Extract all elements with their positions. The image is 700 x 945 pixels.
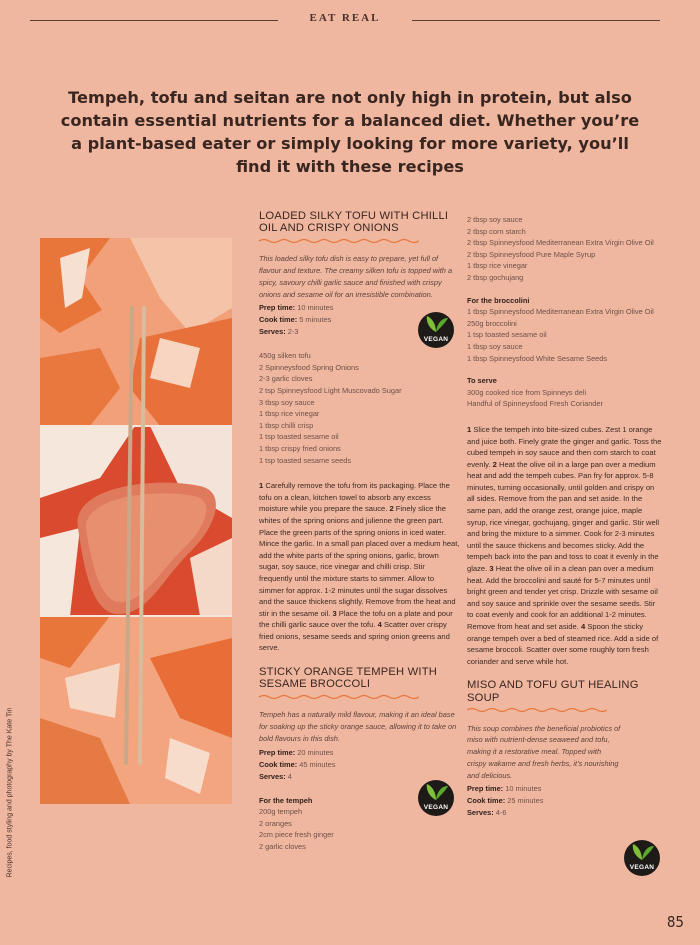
tempeh-cook-time: Cook time: 45 minutes — [259, 759, 336, 769]
ingredient: 1 tsp toasted sesame oil — [467, 330, 547, 340]
vegan-badge — [418, 312, 454, 348]
photo-credit — [4, 580, 16, 880]
ingredient: 1 tbsp soy sauce — [467, 341, 523, 351]
ingredient: 2 tsp Spinneysfood Light Muscovado Sugar — [259, 386, 402, 395]
leaf-icon — [624, 842, 660, 862]
wavy-divider — [259, 238, 419, 244]
ingredient: 2 Spinneysfood Spring Onions — [259, 362, 359, 372]
ingredient: 1 tbsp crispy fried onions — [259, 443, 341, 453]
tempeh-prep-time: Prep time: 20 minutes — [259, 747, 334, 757]
miso-description: This soup combines the beneficial probiotics of miso with nutrient-dense seaweed and tofu, making it a restorative meal. Topped with crispy wakame and fresh herbs, it’s nourishing and delicious. — [467, 723, 621, 780]
section-header — [30, 12, 660, 30]
tempeh-recipe-title: STICKY ORANGE TEMPEH WITH SESAME BROCCOLI — [259, 666, 438, 691]
ingredient: 1 tbsp rice vinegar — [259, 409, 320, 419]
miso-recipe-title: MISO AND TOFU GUT HEALING SOUP — [467, 679, 639, 704]
ingredient: 2cm piece fresh ginger — [259, 830, 334, 840]
ingredient: 1 tbsp rice vinegar — [467, 261, 528, 271]
leaf-icon — [418, 782, 454, 802]
ingredient: 1 tsp toasted sesame oil — [259, 432, 339, 442]
ingredient: 1 tsp toasted sesame seeds — [259, 455, 352, 465]
ingredient: 1 tbsp Spinneysfood Mediterranean Extra Virgin Olive Oil — [467, 307, 654, 317]
tofu-description: This loaded silky tofu dish is easy to prepare, yet full of flavour and texture. The creamy silken tofu is topped with a spicy, savoury chilli garlic sauce and finished with crispy onions and sesame oil for an irresistible combination. — [259, 254, 453, 299]
tiles-illustration — [40, 238, 232, 804]
ingredient: 1 tbsp chilli crisp — [259, 420, 314, 430]
column-right — [467, 214, 662, 819]
leaf-icon — [418, 314, 454, 334]
ingredient: 2 tbsp gochujang — [467, 272, 524, 282]
ingredient: 450g silken tofu — [259, 351, 311, 361]
tofu-recipe-title: LOADED SILKY TOFU WITH CHILLI OIL AND CRISPY ONIONS — [259, 210, 449, 235]
miso-prep-time: Prep time: 10 minutes — [467, 784, 542, 794]
miso-cook-time: Cook time: 25 minutes — [467, 796, 544, 806]
ingredient: 200g tempeh — [259, 807, 303, 817]
ingredient: 300g cooked rice from Spinneys deli — [467, 387, 587, 397]
broccolini-subheading: For the broccolini — [467, 295, 530, 305]
tofu-cook-time: Cook time: 5 minutes — [259, 315, 332, 325]
ingredient: 250g broccolini — [467, 318, 517, 328]
header-rule-right — [412, 20, 660, 21]
ingredient: 2 oranges — [259, 818, 292, 828]
vegan-badge — [624, 840, 660, 876]
page-number: 85 — [666, 913, 684, 931]
ingredient: 2 tbsp Spinneysfood Mediterranean Extra Virgin Olive Oil — [467, 238, 654, 248]
section-label: EAT REAL — [309, 12, 381, 24]
intro-text: Tempeh, tofu and seitan are not only high in protein, but also contain essential nutrients for a balanced diet. Whether you’re a plant-based eater or simply looking for more variety, you’ll find it with these recipes — [60, 88, 640, 176]
tofu-prep-time: Prep time: 10 minutes — [259, 303, 334, 313]
ingredient: 2-3 garlic cloves — [259, 374, 313, 384]
column-left — [259, 210, 460, 853]
ingredient: 3 tbsp soy sauce — [259, 397, 315, 407]
ingredient: 2 tbsp soy sauce — [467, 215, 523, 224]
recipe-photo — [40, 238, 232, 804]
tofu-serves: Serves: 2-3 — [259, 327, 299, 337]
miso-serves: Serves: 4-6 — [467, 808, 507, 818]
ingredient: 2 tbsp corn starch — [467, 226, 526, 236]
tempeh-description: Tempeh has a naturally mild flavour, making it an ideal base for soaking up the sticky orange sauce, allowing it to take on bold flavours in this dish. — [259, 710, 457, 743]
vegan-badge — [418, 780, 454, 816]
ingredient: 1 tbsp Spinneysfood White Sesame Seeds — [467, 353, 608, 363]
ingredient: Handful of Spinneysfood Fresh Coriander — [467, 399, 603, 409]
credit-text: Recipes, food styling and photography by The Kate Tin — [6, 707, 14, 878]
ingredient: 2 garlic cloves — [259, 841, 306, 851]
tofu-ingredients — [259, 350, 460, 466]
vegan-label: VEGAN — [629, 864, 655, 871]
wavy-divider — [259, 694, 419, 700]
tempeh-method: 1 Slice the tempeh into bite-sized cubes. Zest 1 orange and juice both. Finely grate the ginger and garlic. Toss the cubed tempeh in soy sauce and then corn starch to coat evenly. 2 Heat the olive oil in a large pan over a medium heat and add the tempeh cubes. Pan fry for approx. 5-8 minutes, turning occasionally, until golden and crispy on all sides. Remove from the pan and set aside. In the same pan, add the orange zest, orange juice, maple syrup, rice vinegar, gochujang, ginger and garlic. Stir well and bring the mixture to a simmer. Cook for 2-3 minutes until the sauce thickens and becomes sticky. Add the tempeh back into the pan and toss to coat it evenly in the glaze. 3 Heat the olive oil in a clean pan over a medium heat. Add the broccolini and sauté for 5-7 minutes until bright green and tender yet crisp. Drizzle with sesame oil and soy sauce and sprinkle over the sesame seeds. Stir to coat evenly and cook for an additional 1-2 minutes. Remove from heat and set aside. 4 Spoon the sticky orange tempeh over a bed of steamed rice. Add a side of sesame broccoli. Scatter over some roughly torn fresh coriander and serve while hot. — [467, 424, 662, 666]
tempeh-subheading: For the tempeh — [259, 795, 313, 805]
vegan-label: VEGAN — [423, 804, 449, 811]
ingredient: 2 tbsp Spinneysfood Pure Maple Syrup — [467, 249, 596, 259]
serve-subheading: To serve — [467, 376, 497, 386]
tempeh-serves: Serves: 4 — [259, 771, 292, 781]
tofu-method: 1 Carefully remove the tofu from its packaging. Place the tofu on a clean, kitchen towel to absorb any excess moisture while you prepare the sauce. 2 Finely slice the whites of the spring onions and julienne the green part. Place the green parts of the spring onions in iced water. Mince the garlic. In a small pan placed over a medium heat, add the white parts of the spring onions, garlic, brown sugar, soy sauce, rice vinegar and chilli crisp. Stir frequently until the mixture starts to simmer. Allow to simmer for approx. 1-2 minutes until the sugar dissolves and the sauce thickens slightly. Remove from the heat and stir in the sesame oil. 3 Place the tofu on a plate and pour the chilli garlic sauce over the tofu. 4 Scatter over crispy fried onions, sesame seeds and spring onion greens and serve. — [259, 481, 460, 653]
vegan-label: VEGAN — [423, 336, 449, 343]
wavy-divider — [467, 707, 607, 713]
